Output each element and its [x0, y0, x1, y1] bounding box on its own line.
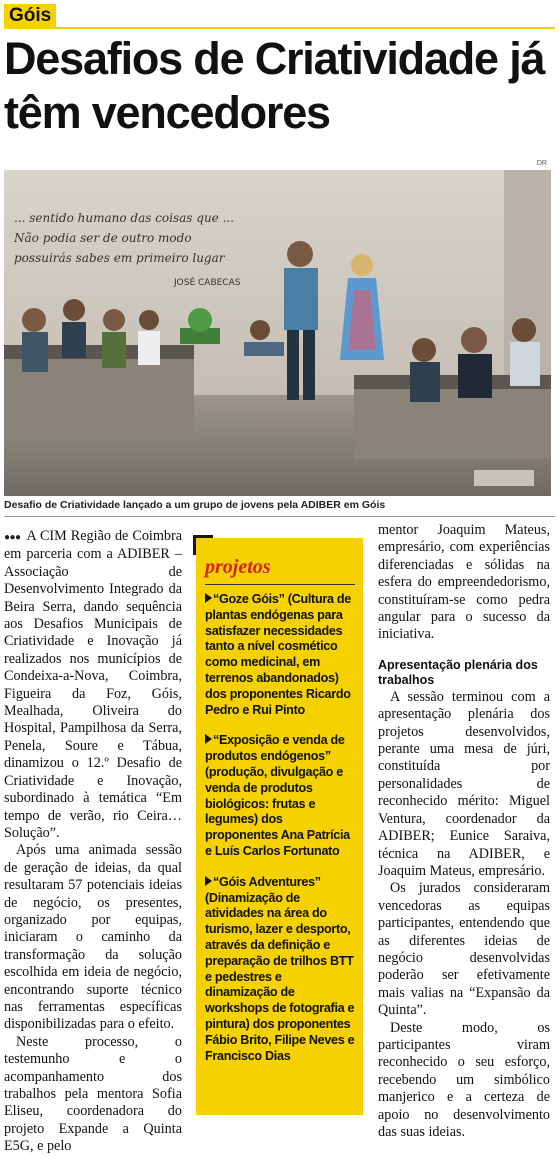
caption-rule — [4, 516, 555, 517]
project-item-text: “Góis Adventures” (Dinamização de atividades na área do turismo, lazer e desporto, através da definição e preparação de trilhos BTT e pedestres e dinamização de workshops de fotografia e pintura) dos proponentes Fábio Brito, Filipe Neves e Francisco Dias — [205, 874, 355, 1063]
sidebar-rule — [205, 584, 355, 585]
project-item — [205, 733, 357, 859]
article-column-3 — [378, 522, 550, 1141]
body-paragraph: Os jurados consideraram vencedoras as equipas participantes, entendendo que as diferentes ideias de negócio desenvolvidas poderão ser efetivamente mais valias na “Expansão da Quinta”. — [378, 880, 550, 1019]
body-paragraph: Neste processo, o testemunho e o acompanhamento dos trabalhos pela mentora Sofia Eliseu, coordenadora do projeto Expande a Quinta E5G, e pelo — [4, 1033, 182, 1155]
triangle-bullet-icon — [205, 734, 212, 744]
body-paragraph: A sessão terminou com a apresentação plenária dos projetos desenvolvidos, perante uma mesa de júri, constituída por personalidades de reconhecido mérito: Miguel Ventura, coordenador da ADIBER; Eunice Saraiva, técnica na ADIBER, e Joaquim Mateus, empresário. — [378, 688, 550, 879]
lead-marker: ●●● — [4, 532, 21, 543]
wall-quote-line-2: Não podia ser de outro modo — [14, 231, 192, 245]
sidebar-body — [205, 592, 357, 1079]
section-rule — [4, 27, 555, 29]
photo-credit: DR — [536, 160, 547, 167]
classroom-photo-illustration — [4, 170, 551, 496]
body-paragraph: Deste modo, os participantes viram reconhecido o seu esforço, recebendo um simbólico manjerico e a certeza de apoio no desenvolvimento das suas ideias. — [378, 1019, 550, 1140]
triangle-bullet-icon — [205, 876, 212, 886]
project-item — [205, 875, 357, 1065]
article-column-1 — [4, 528, 182, 1156]
subheading: Apresentação plenária dos trabalhos — [378, 657, 538, 687]
section-tag: Góis — [4, 4, 56, 28]
article-photo — [4, 170, 551, 496]
project-item — [205, 592, 357, 718]
wall-quote-line-3: possuirás sabes em primeiro lugar — [14, 251, 225, 265]
headline: Desafios de Criatividade já têm vencedores — [4, 33, 545, 138]
sidebar-title: projetos — [205, 556, 271, 578]
body-paragraph: mentor Joaquim Mateus, empresário, com experiências diferenciadas e sólidas na esfera do empreendedorismo, constituíram-se como pedra angular para o sucesso da iniciativa. — [378, 522, 550, 643]
triangle-bullet-icon — [205, 593, 212, 603]
wall-quote-author: JOSÉ CABECAS — [174, 278, 241, 288]
photo-caption: Desafio de Criatividade lançado a um grupo de jovens pela ADIBER em Góis — [4, 499, 386, 511]
body-paragraph: Após uma animada sessão de geração de ideias, da qual resultaram 57 potenciais ideias de negócio, os presentes, organizado por equipas, iniciaram o caminho da transformação da solução escolhida em ideia de negócio, encontrando suporte técnico nas ferramentas específicas disponibilizadas para o efeito. — [4, 842, 182, 1033]
wall-quote-line-1: ... sentido humano das coisas que ... — [14, 211, 235, 225]
project-item-text: “Goze Góis” (Cultura de plantas endógenas para satisfazer necessidades tanto a nível cosmético como medicinal, em terrenos abandonados) dos proponentes Ricardo Pedro e Rui Pinto — [205, 592, 351, 717]
body-paragraph: A CIM Região de Coimbra em parceria com a ADIBER – Associação de Desenvolvimento Integrado da Beira Serra, dando sequência aos Desafios Municipais de Criatividade e Inovação já realizados nos municípios de Condeixa-a-Nova, Coimbra, Figueira da Foz, Góis, Mealhada, Oliveira do Hospital, Pampilhosa da Serra, Penela, Soure e Tábua, dinamizou o 12.º Desafio de Criatividade e Inovação, subordinado à temática “Em tempo de verão, rio Ceira… Solução”. — [4, 528, 183, 841]
project-item-text: “Exposição e venda de produtos endógenos” (produção, divulgação e venda de produtos biológicos: frutas e legumes) dos proponentes Ana Patrícia e Luís Carlos Fortunato — [205, 733, 350, 858]
